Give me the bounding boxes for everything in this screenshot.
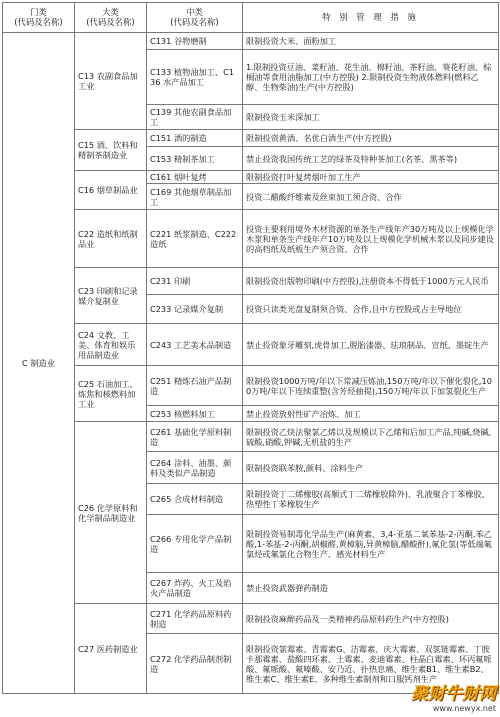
measure-cell: 投资只读类光盘复制须合资、合作,且中方控股或占主导地位 (243, 295, 499, 324)
watermark-logo: 聚财牛财网 (411, 684, 496, 704)
header-middle-class (147, 3, 243, 33)
header-middle-sub: (代码及名称) (170, 16, 219, 27)
middle-class-cell: C231 印刷 (147, 268, 243, 295)
measure-cell: 投资二醋酸纤维素及丝束加工须合资、合作 (243, 184, 499, 210)
watermark-url: www.newyx.net (432, 704, 496, 713)
middle-class-cell: C271 化学药品原料药制造 (147, 604, 243, 634)
measure-cell: 禁止投资放射性矿产冶炼、加工 (243, 406, 499, 422)
measure-cell: 限制投资玉米深加工 (243, 105, 499, 130)
header-major-title: 大类 (102, 6, 119, 17)
measure-cell: 1.限制投资豆油、菜籽油、花生油、棉籽油、茶籽油、葵花籽油、棕榈油等食用油脂加工(中方控股) 2.限制投资生物液体燃料(燃料乙醇、生物柴油)生产(中方控股) (243, 50, 499, 105)
middle-class-cell: C272 化学药品制剂制造 (147, 634, 243, 694)
middle-class-cell: C153 精制茶加工 (147, 147, 243, 171)
measure-cell: 限制投资氯霉素、青霉素G、洁霉素、庆大霉素、双氢链霉素、丁胺卡那霉素、盐酸四环素、土霉素、麦迪霉素、柱晶白霉素、环丙氟哌酸、氟哌酸、氟嗪酸、安乃近、扑热息痛、维生素B1、维生素B2、维生素C、维生素E、多种维生素制剂和口服钙剂生产 (243, 634, 499, 694)
major-class-cell: C23 印刷和记录媒介复制业 (75, 268, 147, 324)
middle-class-cell: C139 其他农副食品加工 (147, 105, 243, 130)
header-category (3, 3, 75, 33)
middle-class-cell: C161 烟叶复烤 (147, 171, 243, 184)
table-row (3, 268, 499, 295)
table-row (3, 33, 499, 50)
major-class-cell: C13 农副食品加工业 (75, 33, 147, 130)
major-class-cell: C24 文教、工美、体育和娱乐用品制造业 (75, 324, 147, 366)
table-row (3, 171, 499, 184)
table-row (3, 130, 499, 147)
header-category-sub: (代码及名称) (14, 16, 63, 27)
measure-cell: 限制投资黄酒、名优白酒生产(中方控股) (243, 130, 499, 147)
measure-cell: 限制投资易制毒化学品生产(麻黄素、3,4-亚基二氧苯基-2-丙酮,苯乙酸,1-苯基-2-丙酮,胡椒醛,黄樟脑,异黄樟脑,醋酸酐),氟化氢(等低端氟氯烃或氟氯化合物生产、感光材料生产 (243, 515, 499, 573)
header-category-title: 门类 (30, 6, 47, 17)
header-major-class (75, 3, 147, 33)
middle-class-cell: C169 其他烟草制品加工 (147, 184, 243, 210)
middle-class-cell: C253 核燃料加工 (147, 406, 243, 422)
middle-class-cell: C221 纸浆制造、C222 造纸 (147, 210, 243, 268)
measure-cell: 禁止投资象牙雕刻,虎骨加工,脱胎漆器、珐琅制品、宣纸、墨锭生产 (243, 324, 499, 366)
measure-cell: 投资主要利用境外木材资源的单条生产线年产30万吨及以上规模化学木浆和单条生产线年产10万吨及以上规模化学机械木浆以及同步建设的高档纸及纸板生产须合资、合作 (243, 210, 499, 268)
table-row (3, 210, 499, 268)
major-class-cell: C26 化学原料和化学制品制造业 (75, 422, 147, 604)
middle-class-cell: C131 谷物磨制 (147, 33, 243, 50)
table-row (3, 604, 499, 634)
middle-class-cell: C265 合成材料制造 (147, 484, 243, 515)
measure-cell: 限制投资1000万吨/年以下常减压炼油,150万吨/年以下催化裂化,100万吨/年以下连续重整(含芳烃抽提),150万吨/年以下加氢裂化生产 (243, 366, 499, 406)
measure-cell: 限制投资麻醉药品及一类精神药品原料药生产(中方控股) (243, 604, 499, 634)
watermark (411, 679, 496, 713)
measure-cell: 禁止投资武器弹药制造 (243, 573, 499, 604)
measure-cell: 限制投资大米、面粉加工 (243, 33, 499, 50)
middle-class-cell: C243 工艺美术品制造 (147, 324, 243, 366)
major-class-cell: C22 造纸和纸制品业 (75, 210, 147, 268)
header-major-sub: (代码及名称) (86, 16, 135, 27)
major-class-cell: C15 酒、饮料和精制茶制造业 (75, 130, 147, 171)
special-measures-table (2, 2, 499, 694)
category-cell: C 制造业 (3, 33, 75, 694)
measure-cell: 限制投资联苯胺,颜料、涂料生产 (243, 452, 499, 484)
major-class-cell: C16 烟草制品业 (75, 171, 147, 210)
major-class-cell: C27 医药制造业 (75, 604, 147, 694)
middle-class-cell: C133 植物油加工、C136 水产品加工 (147, 50, 243, 105)
measure-cell: 限制投资出版物印刷(中方控股),注册资本不得低于1000万元人民币 (243, 268, 499, 295)
measure-cell: 禁止投资我国传统工艺的绿茶及特种茶加工(名茶、黑茶等) (243, 147, 499, 171)
table-row (3, 324, 499, 366)
middle-class-cell: C266 专用化学产品制造 (147, 515, 243, 573)
middle-class-cell: C233 记录媒介复制 (147, 295, 243, 324)
measure-cell: 限制投资乙炔法聚氯乙烯以及规模以下乙烯和后加工产品,纯碱,烧碱,硫酸,硝酸,钾碱,无机盐的生产 (243, 422, 499, 452)
measure-cell: 限制投资丁二烯橡胶(高顺式丁二烯橡胶除外)、乳液聚合丁苯橡胶、热塑性丁苯橡胶生产 (243, 484, 499, 515)
table-row (3, 422, 499, 452)
table-row (3, 366, 499, 406)
middle-class-cell: C151 酒的制造 (147, 130, 243, 147)
major-class-cell: C25 石油加工、炼焦和核燃料加工业 (75, 366, 147, 422)
middle-class-cell: C264 涂料、油墨、颜料及类似产品制造 (147, 452, 243, 484)
table-body (3, 33, 499, 694)
measure-cell: 限制投资打叶复烤烟叶加工生产 (243, 171, 499, 184)
header-middle-title: 中类 (186, 6, 203, 17)
middle-class-cell: C261 基础化学原料制造 (147, 422, 243, 452)
table-header-row (3, 3, 499, 33)
middle-class-cell: C251 精炼石油产品制造 (147, 366, 243, 406)
middle-class-cell: C267 炸药、火工及焰火产品制造 (147, 573, 243, 604)
header-measures: 特 别 管 理 措 施 (243, 3, 499, 33)
